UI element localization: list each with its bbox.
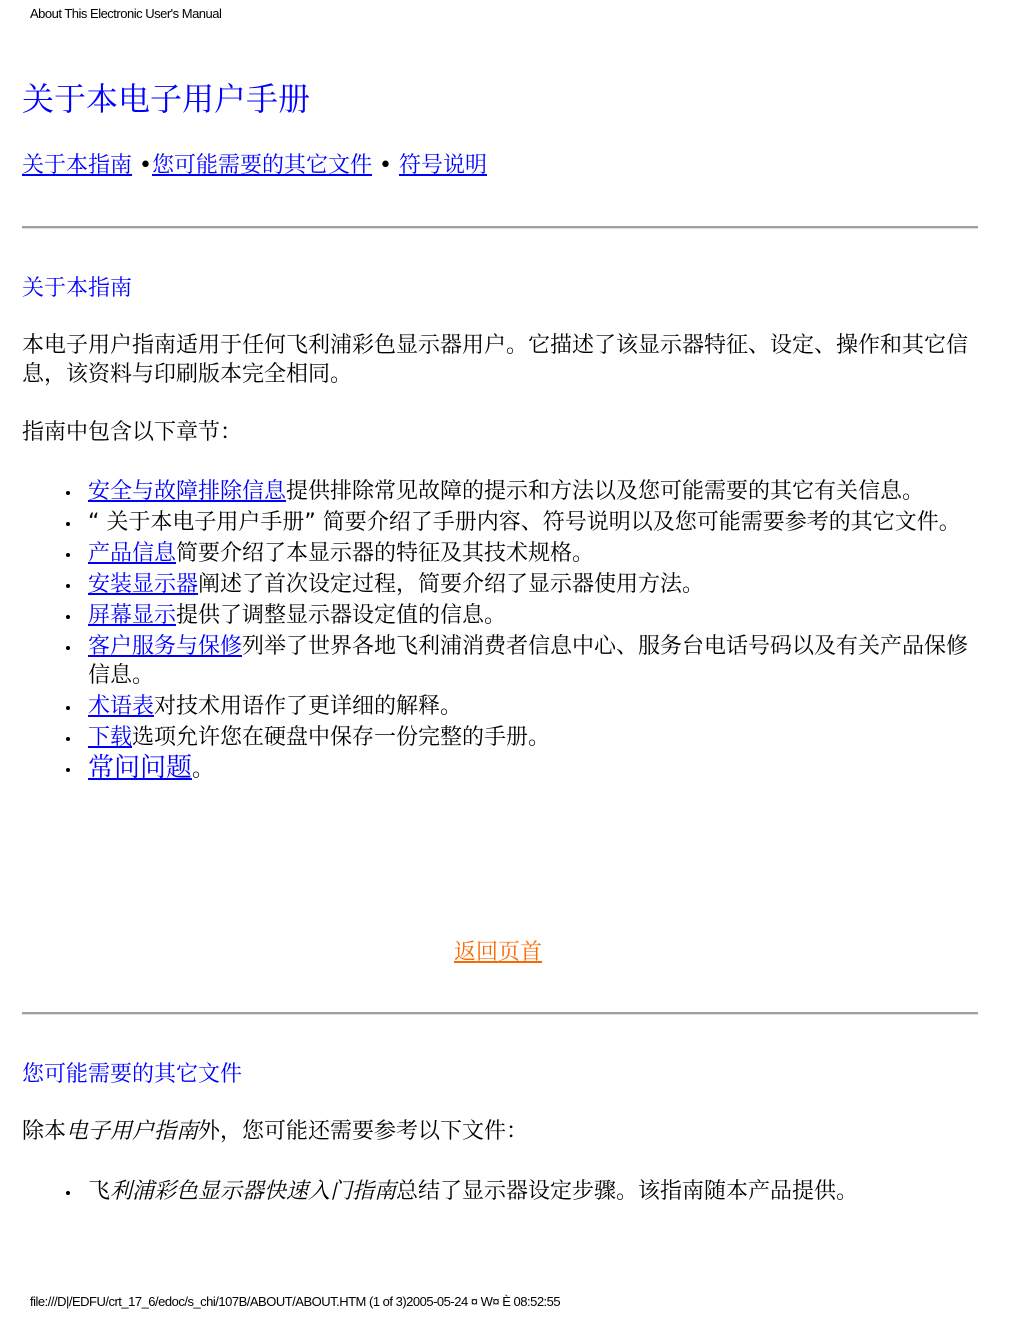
about-intro-paragraph: 本电子用户指南适用于任何飞利浦彩色显示器用户。它描述了该显示器特征、设定、操作和其它信息，该资料与印刷版本完全相同。 (22, 333, 969, 387)
list-item: 飞利浦彩色显示器快速入门指南总结了显示器设定步骤。该指南随本产品提供。 (88, 1177, 980, 1206)
list-item: 下载选项允许您在硬盘中保存一份完整的手册。 (88, 723, 980, 752)
other-docs-list (88, 1177, 980, 1208)
list-item: 客户服务与保修列举了世界各地飞利浦消费者信息中心、服务台电话号码以及有关产品保修信息。 (88, 632, 980, 690)
link-osd[interactable]: 屏幕显示 (88, 603, 177, 628)
nav-link-about-guide[interactable]: 关于本指南 (22, 153, 133, 178)
list-item: 常问问题。 (88, 754, 980, 784)
top-nav (22, 148, 487, 179)
nav-separator: • (132, 153, 152, 178)
divider (22, 226, 978, 229)
page-title: 关于本电子用户手册 (22, 80, 311, 118)
link-faq[interactable]: 常问问题 (88, 753, 193, 783)
list-item: 产品信息简要介绍了本显示器的特征及其技术规格。 (88, 539, 980, 568)
chapter-list (88, 477, 980, 786)
nav-link-other-docs[interactable]: 您可能需要的其它文件 (152, 153, 373, 178)
divider (22, 1012, 978, 1015)
back-to-top-link[interactable]: 返回页首 (454, 940, 543, 965)
link-customer-care[interactable]: 客户服务与保修 (88, 634, 243, 659)
page-footer: file:///D|/EDFU/crt_17_6/edoc/s_chi/107B/ABOUT/ABOUT.HTM (1 of 3)2005-05-24 ¤ W¤ È 08:52:55 (30, 1294, 561, 1309)
list-item: 安装显示器阐述了首次设定过程，简要介绍了显示器使用方法。 (88, 570, 980, 599)
nav-separator: • (372, 153, 399, 178)
other-docs-intro: 除本电子用户指南外，您可能还需要参考以下文件： (22, 1119, 529, 1144)
list-item: 屏幕显示提供了调整显示器设定值的信息。 (88, 601, 980, 630)
link-product-info[interactable]: 产品信息 (88, 541, 177, 566)
page-header: About This Electronic User's Manual (30, 6, 222, 21)
list-item: “ 关于本电子用户手册” 简要介绍了手册内容、符号说明以及您可能需要参考的其它文件。 (88, 508, 980, 537)
link-safety-troubleshooting[interactable]: 安全与故障排除信息 (88, 479, 287, 504)
link-install-monitor[interactable]: 安装显示器 (88, 572, 199, 597)
link-download[interactable]: 下载 (88, 725, 133, 750)
link-glossary[interactable]: 术语表 (88, 694, 155, 719)
list-item: 术语表对技术用语作了更详细的解释。 (88, 692, 980, 721)
nav-link-notations[interactable]: 符号说明 (398, 153, 487, 178)
chapters-intro: 指南中包含以下章节： (22, 420, 243, 445)
section-heading-about-guide: 关于本指南 (22, 276, 133, 301)
section-heading-other-docs: 您可能需要的其它文件 (22, 1062, 243, 1087)
list-item: 安全与故障排除信息提供排除常见故障的提示和方法以及您可能需要的其它有关信息。 (88, 477, 980, 506)
